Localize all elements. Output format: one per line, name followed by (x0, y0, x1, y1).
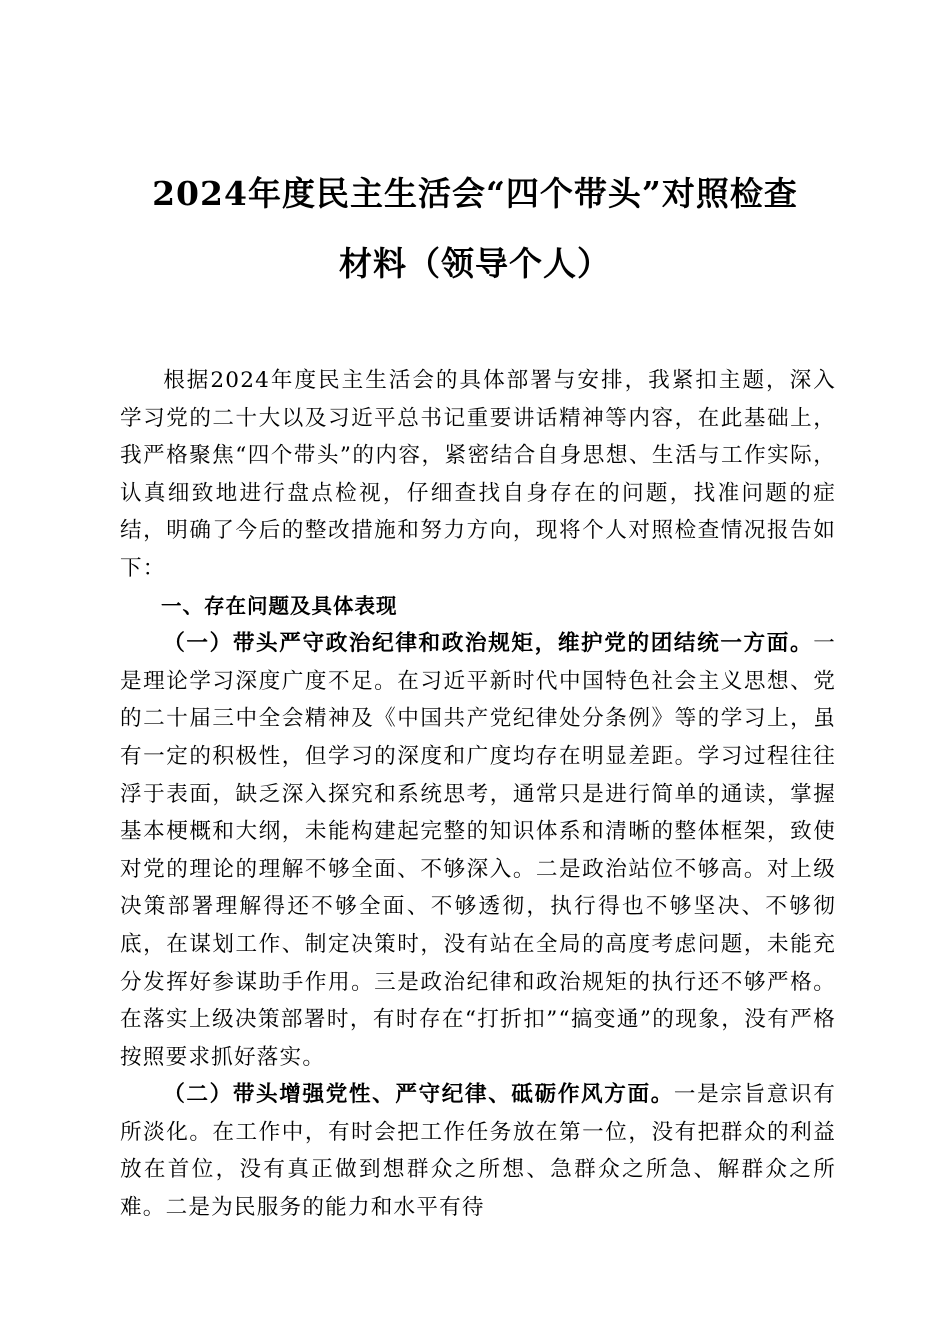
item-1-lead: （一）带头严守政治纪律和政治规矩，维护党的团结统一方面。 (163, 631, 814, 657)
document-title-line-2: 材料（领导个人） (339, 244, 611, 283)
document-title-line-1: 2024年度民主生活会“四个带头”对照检查 (152, 174, 798, 213)
document-body (120, 362, 836, 1227)
item-1-paragraph (120, 625, 836, 1076)
item-2-paragraph (120, 1076, 836, 1226)
section-heading-1: 一、存在问题及具体表现 (161, 593, 398, 618)
item-2-body: 一是宗旨意识有所淡化。在工作中，有时会把工作任务放在第一位，没有把群众的利益放在首位，没有真正做到想群众之所想、急群众之所急、解群众之所难。二是为民服务的能力和水平有待 (120, 1082, 837, 1221)
item-2-lead: （二）带头增强党性、严守纪律、砥砺作风方面。 (163, 1082, 674, 1108)
intro-paragraph: 根据2024年度民主生活会的具体部署与安排，我紧扣主题，深入学习党的二十大以及习近平总书记重要讲话精神等内容，在此基础上，我严格聚焦“四个带头”的内容，紧密结合自身思想、生活与工作实际，认真细致地进行盘点检视，仔细查找自身存在的问题，找准问题的症结，明确了今后的整改措施和努力方向，现将个人对照检查情况报告如下： (120, 368, 836, 581)
item-1-body: 一是理论学习深度广度不足。在习近平新时代中国特色社会主义思想、党的二十届三中全会精神及《中国共产党纪律处分条例》等的学习上，虽有一定的积极性，但学习的深度和广度均存在明显差距。学习过程往往浮于表面，缺乏深入探究和系统思考，通常只是进行简单的通读，掌握基本梗概和大纲，未能构建起完整的知识体系和清晰的整体框架，致使对党的理论的理解不够全面、不够深入。二是政治站位不够高。对上级决策部署理解得还不够全面、不够透彻，执行得也不够坚决、不够彻底，在谋划工作、制定决策时，没有站在全局的高度考虑问题，未能充分发挥好参谋助手作用。三是政治纪律和政治规矩的执行还不够严格。在落实上级决策部署时，有时存在“打折扣”“搞变通”的现象，没有严格按照要求抓好落实。 (120, 631, 836, 1070)
